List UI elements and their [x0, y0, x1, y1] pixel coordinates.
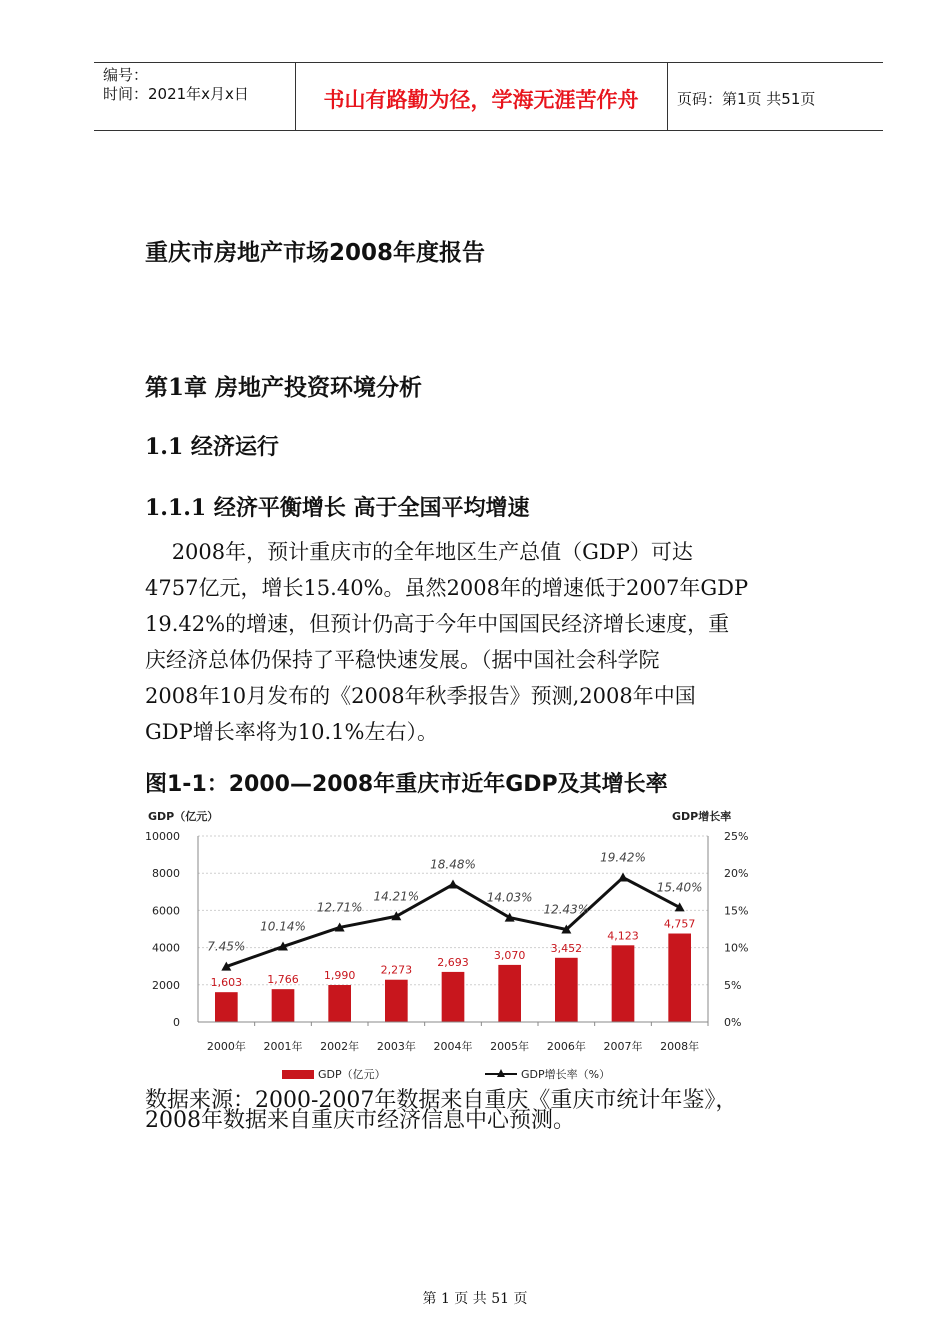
y-right-tick-label: 0% [724, 1016, 742, 1029]
y-right-tick-label: 20% [724, 867, 749, 881]
y-left-tick-label: 6000 [152, 904, 180, 918]
gdp-data-label: 3,452 [550, 941, 583, 955]
body-paragraph [145, 534, 845, 750]
x-tick-label: 2008年 [660, 1040, 700, 1053]
y-right-axis-label: GDP增长率 [672, 810, 732, 823]
gdp-data-label: 4,123 [607, 929, 639, 943]
gdp-bar [555, 958, 578, 1022]
x-tick-label: 2005年 [490, 1040, 530, 1053]
gdp-chart [140, 800, 780, 1090]
paragraph-line: 2008年10月发布的《2008年秋季报告》预测,2008年中国 [145, 684, 696, 708]
growth-data-label: 14.21% [373, 889, 420, 904]
gdp-bar [328, 985, 351, 1022]
y-left-tick-label: 10000 [145, 830, 180, 843]
source-note-line-1: 数据来源：2000-2007年数据来自重庆《重庆市统计年鉴》， [145, 1088, 738, 1113]
gdp-data-label: 1,990 [323, 968, 356, 982]
x-tick-label: 2002年 [320, 1040, 360, 1053]
paragraph-line: 2008年，预计重庆市的全年地区生产总值（GDP）可达 [145, 540, 693, 564]
y-left-axis-label: GDP（亿元） [148, 810, 219, 823]
y-right-tick-label: 15% [724, 904, 749, 918]
x-tick-label: 2000年 [206, 1040, 246, 1053]
page-footer: 第 1 页 共 51 页 [422, 1291, 528, 1307]
section-heading: 1.1 经济运行 [145, 434, 279, 460]
growth-data-label: 12.71% [316, 900, 363, 915]
growth-data-label: 15.40% [656, 880, 703, 895]
y-left-tick-label: 4000 [152, 941, 180, 955]
x-tick-label: 2006年 [546, 1040, 586, 1053]
gdp-data-label: 3,070 [493, 948, 526, 962]
growth-data-label: 10.14% [260, 919, 306, 934]
legend-bar-label: GDP（亿元） [318, 1068, 386, 1081]
gdp-bar [385, 980, 408, 1022]
gdp-bar [668, 934, 691, 1022]
time-label: 时间：2021年x月x日 [103, 85, 249, 103]
chart-legend [282, 1067, 610, 1081]
y-left-tick-label: 2000 [152, 978, 180, 992]
paragraph-line: 庆经济总体仍保持了平稳快速发展。（据中国社会科学院 [145, 648, 660, 672]
header-motto: 书山有路勤为径，学海无涯苦作舟 [323, 88, 639, 112]
paragraph-line: 19.42%的增速，但预计仍高于今年中国国民经济增长速度，重 [145, 612, 730, 636]
header-bottom-rule [94, 130, 883, 131]
gdp-bar [612, 945, 635, 1022]
growth-data-label: 14.03% [486, 890, 533, 905]
gdp-data-label: 1,766 [267, 973, 299, 987]
source-note-line-2: 2008年数据来自重庆市经济信息中心预测。 [145, 1108, 575, 1133]
gdp-data-label: 1,603 [210, 976, 243, 990]
gdp-bar [215, 992, 238, 1022]
growth-data-label: 19.42% [600, 850, 646, 865]
growth-data-label: 12.43% [543, 902, 590, 917]
gdp-data-label: 2,273 [380, 963, 413, 977]
figure-caption: 图1-1：2000—2008年重庆市近年GDP及其增长率 [145, 772, 668, 797]
x-tick-label: 2001年 [263, 1040, 303, 1053]
header-divider-2 [667, 62, 668, 130]
gdp-data-label: 2,693 [437, 955, 469, 969]
x-tick-label: 2007年 [603, 1040, 643, 1053]
y-right-tick-label: 5% [724, 978, 742, 992]
paragraph-line: GDP增长率将为10.1%左右）。 [145, 720, 438, 744]
header-top-rule [94, 62, 883, 63]
number-label: 编号： [103, 66, 149, 84]
y-right-tick-label: 25% [724, 830, 749, 843]
y-right-tick-label: 10% [724, 941, 749, 955]
gdp-bar [442, 972, 465, 1022]
document-title: 重庆市房地产市场2008年度报告 [145, 240, 486, 266]
growth-data-label: 18.48% [430, 857, 476, 872]
y-left-tick-label: 0 [173, 1016, 180, 1029]
growth-marker [448, 880, 458, 889]
y-left-tick-label: 8000 [152, 867, 180, 881]
x-tick-label: 2004年 [433, 1040, 473, 1053]
header-meta [103, 66, 249, 104]
legend-bar-swatch [282, 1070, 314, 1079]
paragraph-line: 4757亿元，增长15.40%。虽然2008年的增速低于2007年GDP [145, 576, 749, 600]
gdp-bar [498, 965, 521, 1022]
subsection-heading: 1.1.1 经济平衡增长 高于全国平均增速 [145, 495, 530, 521]
growth-data-label: 7.45% [207, 939, 246, 954]
gdp-data-label: 4,757 [663, 917, 696, 931]
gdp-bar [272, 989, 295, 1022]
chapter-heading: 第1章 房地产投资环境分析 [145, 374, 423, 401]
legend-line-label: GDP增长率（%） [521, 1068, 611, 1081]
growth-marker [618, 873, 628, 882]
header-page-info: 页码：第1页 共51页 [677, 90, 816, 108]
x-tick-label: 2003年 [376, 1040, 416, 1053]
